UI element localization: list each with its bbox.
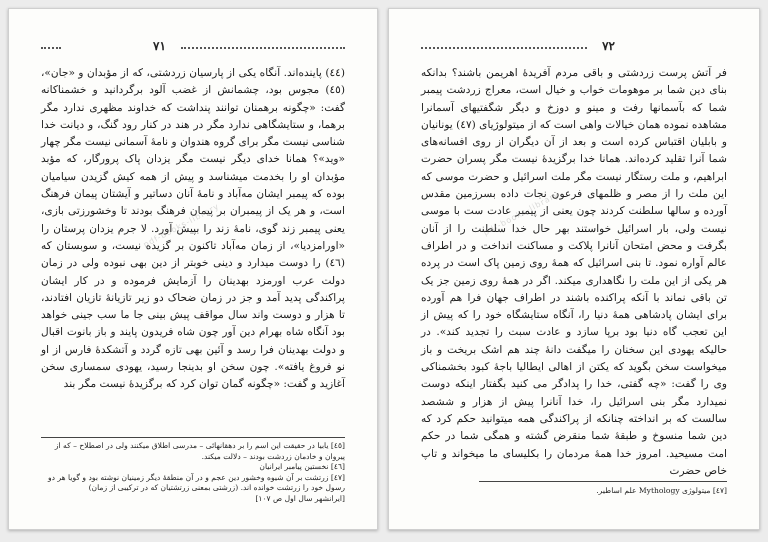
footnote: [٤٦] نخستین پیامبر ایرانیان: [259, 462, 345, 471]
footnote-rule: [479, 481, 727, 482]
left-footnotes: [41, 441, 345, 504]
page-number: ٧١: [153, 39, 166, 53]
footnote: [٤٥] یابیا در حقیقت این اسم را بر دهقانهائی – مدرسی اطلاق میکنند ولی در اصطلاح – که از پیروان و خادمان زردشت بودند – دلالت میکند.: [54, 441, 345, 461]
header-rule: [181, 47, 345, 49]
footnote: [٤٧] میتولوژی Mythology علم اساطیر.: [596, 486, 727, 495]
footnote-rule: [41, 437, 345, 438]
left-page-header: [41, 41, 345, 55]
footnote: [٤٧] زرتشت بر آن شیوه وخشور دین عجم و در آن منطقهٔ دیگر زمینیان نوشته بود و گویا هر دو رسول خود را زرتشت خوانده اند. (زرشتی بمعنی زرتشتیان که در ترکیبی از زمان): [47, 472, 345, 492]
body-text: فر آتش پرست زردشتی و باقی مردم آفریدهٔ اهریمن باشند؟ بدانکه بنای دین شما بر موهومات خواب و خیال است، معراج زردشت پیمبر شما که بآسمانها رفت و مینو و دوزخ و دیگر شگفتیهای آسمانرا مشاهده نموده همان خیالات واهی است که از میتولوژیای (٤٧) یونانیان و بابلیان اقتباس کرده است و بعد از آن دیگران از روی افسانه‌های شما آنرا تقلید کرده‌اند. همانا خدا برگزیدهٔ نیست مگر پسران حضرت ابراهیم، و ملت رستگار نیست مگر ملت اسرائیل و حضرت موسی که این ملت را از مصر و ظلمهای فرعون نجات داده بسرزمین مقدس آورده و سالها سلطنت کردند چون یعنی از پیمبر عادت ست با موسی نیست ولی، بار اسرائیل خواستند بهر حال خدا سلطنت را از آنان بگرفت و محض امتحان آنانرا پلاکت و مساکنت انداخت و در اطراف عالم آواره نمود. تا بنی اسرائیل که همهٔ روی زمین پاک است در پرده هر یکی از این ملت را نگاهداری میکند. اگر در همهٔ روی زمین جز یک تن باقی نماند با آنکه پراکنده باشند در اطراف جهان فرا هم آورده برای ایشان پادشاهی همهٔ دنیا را، آنگاه ستایشگاه خود را که پیش از این تعجب گاه دنیا بود برپا سازد و عادت سبت را تجدید کند». در حالیکه یهودی این سخنان را میگفت دانهٔ چند هم اشک بریخت و باز میخواست سخن بگوید که یکتن از اهالی ایطالیا باجهٔ کبود بخشمناکی وی را گفت: «چه گفتی، خدا را پدادگر می کنید بگفتار اینکه دوست نمیدارد مگر بنی اسرائیل را، خدا آنانرا پیش از هزار و ششصد سالست که بر انداخته چنانکه از پراکندگی همه میتوانید حکم کرد که دین شما منسوخ و طبقهٔ شما منقرض گشته و همگی شما در حکم امت مسیحید. امروز خدا همهٔ مردمان را بکلیسای ما میخواند و تاپ خاص حضرت: [421, 67, 727, 477]
header-rule: [41, 47, 61, 49]
right-page-body: [421, 65, 727, 477]
page-number: ٧٢: [602, 39, 615, 53]
right-page: [388, 8, 760, 530]
body-text: (٤٤) پاینده‌اند. آنگاه یکی از پارسیان زردشتی، که از مؤبدان و «جان»، (٤٥) مجوس بود، چشمانش از غضب آلود برگردانید و خشمناکانه گفت: «چگونه برهمنان توانند پنداشت که خداوند مظهری ندارد مگر برهما، و ستایشگاهی ندارد مگر در هند در کنار رود گنگ، و دیانت خدا شناسی نیست مگر برای گروه هندوان و نامهٔ آسمانی نیست مگر چهار «وید»؟ همانا خدای دیگر نیست مگر یزدان پاک پرورگار، که مؤبد مؤبدان او را بخدمت میشناسد و پیش از همه کیش گزیدن سیامیان بوده که پیمبر ایشان مه‌آباد و نامهٔ آنان دساتیر و آیشتان پیمان فرهنگ است، و هر یک از پیمبران بر پیمان فرهنگ بودند تا وخشورزتی بازی، یعنی پیمبر زند گوی، نامهٔ زند را بپیش آورد. لا جرم یزدان پرستان را «اورامزدیا»، از زمان مه‌آباد تاکنون بر گزیده نیست، و سوبستان که (٤٦) را دوست میدارد و دینی خوبتر از دین بهی نبوده ولی در زمان دولت عرب اورمزد بهدینان را آزمایش فرموده و در کار ایشان پراکندگی پدید آمد و جز در زمان ضحاک دو زیر تازیانهٔ تازیان افتادند، تا هزار و دوست واند سال مواقف پیش بینی جا ما سب جینی خواهد بود آنگاه شاه بهرام دین آور چون شاه فریدون پایند و باز بانوت اقبال و دولت بهدینان فرا رسد و آئین بهی تازه گردد و آتشکدهٔ فارس از او نو فروغ یافته». چون سخن او بدینجا رسید، یهودی سمساری سخن آغازید و گفت: «چگونه گمان توان کرد که برگزیدهٔ نیست مگر بند: [41, 67, 345, 391]
watermark: pdf-books-library: [481, 189, 561, 238]
footnote: [ایرانشهر سال اول ص ١٠٧]: [255, 493, 345, 503]
right-page-header: [421, 41, 727, 55]
header-rule: [421, 47, 587, 49]
left-page-body: [41, 65, 345, 429]
watermark: pdf-books-library: [141, 201, 221, 250]
left-page: [8, 8, 378, 530]
right-footnotes: [421, 486, 727, 497]
